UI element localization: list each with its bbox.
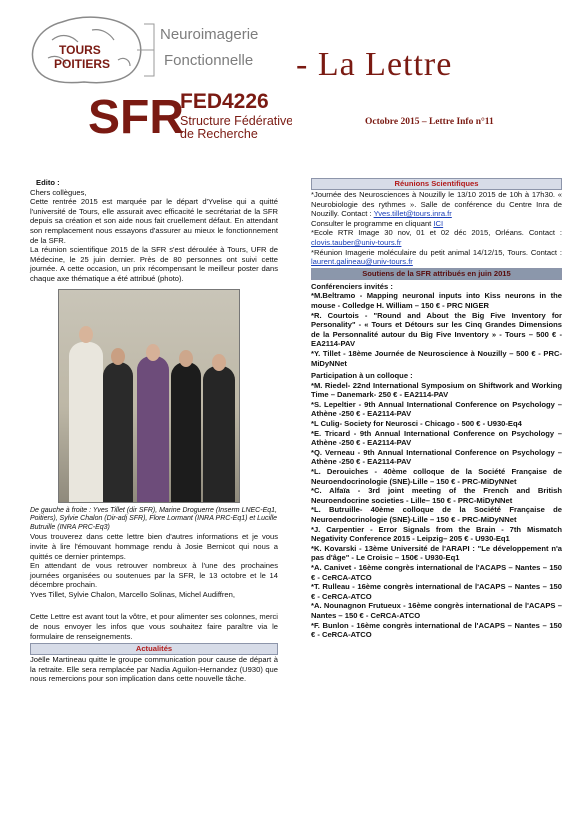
email-link[interactable]: clovis.tauber@univ-tours.fr — [311, 237, 402, 247]
reunion-text: *Réunion Imagerie moléculaire du petit animal 14/12/15, Tours. Contact : — [311, 247, 562, 257]
list-item: *J. Carpentier - Error Signals from the Brain - 7th Mismatch Negativity Conference 2015 - Leipzig– 205 € - U930-Eq1 — [311, 524, 562, 544]
photo-person — [203, 366, 235, 502]
photo-person — [137, 356, 169, 502]
issue-line: Octobre 2015 – Lettre Info n°11 — [365, 117, 494, 127]
list-item: *A. Canivet - 16ème congrès international de l'ACAPS – Nantes – 150 € - CeRCA-ATCO — [311, 562, 562, 582]
photo-face — [179, 350, 193, 367]
photo-face — [212, 354, 226, 371]
email-link[interactable]: Yves.tillet@tours.inra.fr — [373, 209, 452, 219]
photo-caption: De gauche à froite : Yves Tillet (dir SFR), Marine Droguerre (Inserm LNEC-Eq1, Poitiers), Sylvie Chalon (Dir-adj SFR), Flore Lormant (INRA PRC-Eq1) et Lucille Butruille (INRA PRC-Eq3) — [30, 506, 278, 531]
list-item: *E. Tricard - 9th Annual International Conference on Psychology – Athène -250 € - EA2114-PAV — [311, 428, 562, 448]
program-link[interactable]: ICI — [433, 218, 444, 228]
reunion-item — [311, 190, 562, 219]
list-item: *Y. Tillet - 18ème Journée de Neuroscience à Nouzilly – 500 € - PRC-MiDyNNet — [311, 348, 562, 368]
list-item: *L Culig- Society for Neurosci - Chicago - 500 € - U930-Eq4 — [311, 419, 522, 429]
reunion-item — [311, 219, 562, 229]
sfr-logo — [22, 10, 292, 145]
logo-fed: FED4226 — [180, 90, 269, 113]
actualites-text: Joëlle Martineau quitte le groupe communication pour cause de départ à la retraite. Elle sera remplacée par Nadia Aguilon-Hernandez (U930) que nous remercions pour son implication dans cette nouvelle tâche. — [30, 655, 278, 684]
logo-city-bottom: POITIERS — [54, 57, 111, 71]
list-item: *C. Alfaïa - 3rd joint meeting of the French and British Neuroendocrine societies - Lille– 150 € - PRC-MiDyNNet — [311, 486, 562, 505]
list-item: *M. Riedel- 22nd International Symposium on Shiftwork and Working Time – Danemark- 250 € - EA2114-PAV — [311, 380, 562, 400]
colloques-list — [311, 381, 562, 640]
conferenciers-list — [311, 291, 562, 368]
edito-paragraph: Cette rentrée 2015 est marquée par le départ d'Yvelise qui a quitté l'université de Tours, elle assurait avec efficacité le secrétariat de la SFR depuis sa création et son aide nous fait cruellement défaut. En attendant son remplacement nous essayons d'assurer au mieux le fonctionnement de la SFR. — [30, 197, 278, 245]
photo-person — [171, 362, 201, 502]
photo-face — [146, 344, 160, 361]
edito-paragraph: Cette Lettre est avant tout la vôtre, et pour alimenter ses colonnes, merci de nous envoyer les infos que vous souhaitez faire paraître via le formulaire de renseignements. — [30, 612, 278, 641]
reunion-text: *Journée des Neurosciences à Nouzilly le 13/10 2015 de 10h à 17h30. « Neurobiologie des rythmes ». Salle de conférence du Centre Inra de Nouzilly. Contact : — [311, 190, 562, 219]
reunions-heading: Réunions Scientifiques — [311, 178, 562, 190]
list-item: *L. Derouiches - 40ème colloque de la Société Française de Neuroendocrinologie (SNE)-Lille – 150 € - PRC-MiDyNNet — [311, 467, 562, 486]
edito-heading: Edito : — [36, 178, 60, 187]
edito-greeting: Chers collègues, — [30, 187, 87, 197]
list-item: *S. Lepeltier - 9th Annual International Conference on Psychology – Athène -250 € - EA2114-PAV — [311, 399, 562, 419]
email-link[interactable]: laurent.galineau@univ-tours.fr — [311, 257, 413, 267]
logo-sub1: Structure Fédérative — [180, 114, 292, 128]
edito-paragraph: En attendant de vous retrouver nombreux à l'une des prochaines journées organisées ou soutenues par la SFR, le 13 octobre et le 14 décembre prochain. — [30, 561, 278, 590]
edito-signature: Yves Tillet, Sylvie Chalon, Marcello Solinas, Michel Audiffren, — [30, 589, 235, 599]
list-item: *A. Nounagnon Frutueux - 16ème congrès international de l'ACAPS – Nantes – 150 € - CeRCA-ATCO — [311, 601, 562, 620]
list-item: *R. Courtois - "Round and About the Big Five Inventory for Personality" - « Tours et Détours sur les Cinq Grandes Dimensions de la Personnalité autour du Big Five Inventory » - Tours – 500 € - EA2114-PAV — [311, 310, 562, 349]
edito-paragraph: La réunion scientifique 2015 de la SFR s'est déroulée à Tours, UFR de Médecine, le 25 juin dernier. Près de 80 personnes ont suivi cette journée. A cette occasion, un prix récompensant le meilleur poster dans chaque axe thématique a été attribué (photo). — [30, 245, 278, 283]
reunion-item — [311, 228, 562, 247]
list-item: *F. Bunlon - 16ème congrès international de l'ACAPS – Nantes – 150 € - CeRCA-ATCO — [311, 620, 562, 640]
list-item: *M.Beltramo - Mapping neuronal inputs into Kiss neurons in the mouse - Colledge H. William – 150 € - PRC NIGER — [311, 291, 562, 310]
list-item: *K. Kovarski - 13ème Université de l'ARAPI : "Le développement n'a pas d'âge" - Le Croisic – 150€ - U930-Eq1 — [311, 543, 562, 563]
logo-line1: Neuroimagerie — [160, 26, 259, 43]
logo-line2: Fonctionnelle — [164, 52, 254, 69]
reunion-text: *Ecole RTR Image 30 nov, 01 et 02 déc 2015, Orléans. Contact : — [311, 228, 562, 238]
conferenciers-heading: Conférenciers invités : — [311, 281, 393, 291]
logo-city-top: TOURS — [59, 43, 101, 57]
colloque-heading: Participation à un colloque : — [311, 371, 413, 381]
edito-paragraph: Vous trouverez dans cette lettre bien d'autres informations et je vous invite à lire l'émouvant hommage rendu à Josie Bernicot qui nous a quittés ce dernier printemps. — [30, 532, 278, 561]
list-item: *Q. Verneau - 9th Annual International Conference on Psychology – Athène -250 € - EA2114-PAV — [311, 447, 562, 467]
logo-sfr: SFR — [88, 91, 184, 144]
reunion-item — [311, 248, 562, 267]
left-column — [30, 178, 278, 684]
group-photo — [58, 289, 240, 503]
right-column — [311, 178, 562, 640]
page-title: - La Lettre — [296, 46, 453, 83]
actualites-heading: Actualités — [30, 643, 278, 655]
soutiens-heading: Soutiens de la SFR attribués en juin 2015 — [311, 268, 562, 280]
list-item: *L. Butruille- 40ème colloque de la Société Française de Neuroendocrinologie (SNE)-Lille – 150 € - PRC-MiDyNNet — [311, 505, 562, 524]
photo-person — [103, 362, 133, 502]
photo-person — [69, 342, 103, 502]
list-item: *T. Rulleau - 16ème congrès international de l'ACAPS – Nantes – 150 € - CeRCA-ATCO — [311, 582, 562, 601]
photo-face — [111, 348, 125, 365]
photo-face — [79, 326, 93, 343]
logo-sub2: de Recherche — [180, 127, 258, 141]
reunion-text: Consulter le programme en cliquant — [311, 218, 434, 228]
